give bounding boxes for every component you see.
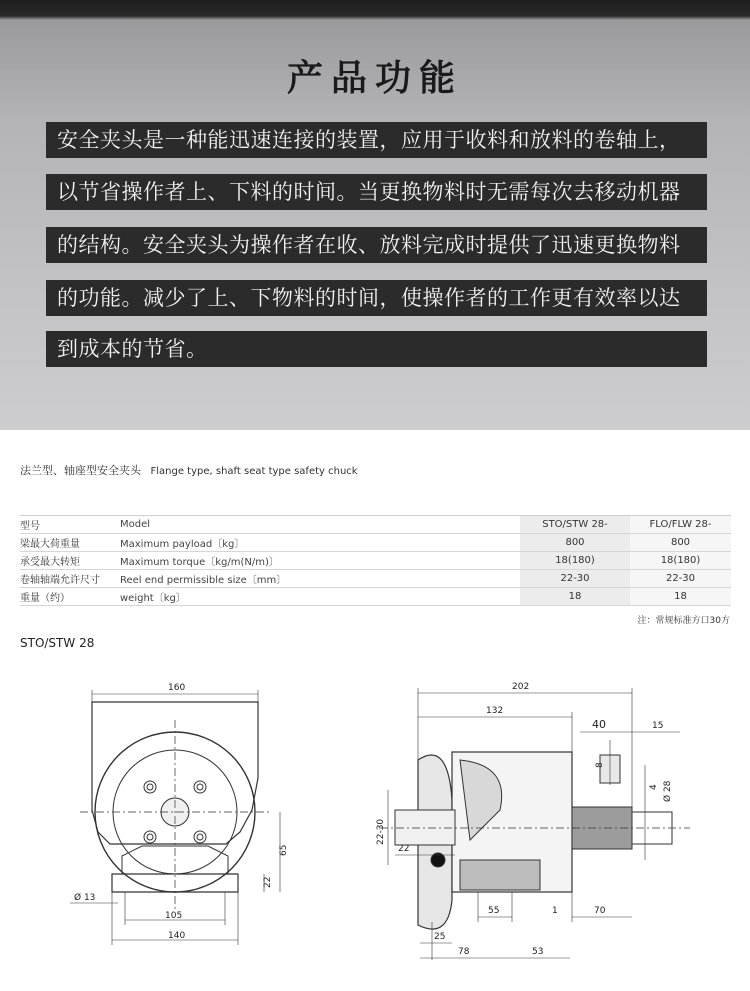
banner-text-line: 的功能。减少了上、下物料的时间，使操作者的工作更有效率以达 <box>46 280 707 316</box>
spec-table <box>20 515 731 606</box>
table-row <box>20 588 731 606</box>
row-label-en: Maximum payload〔kg〕 <box>120 534 520 552</box>
dim-total-length: 202 <box>512 682 530 692</box>
dim-55: 55 <box>488 906 500 916</box>
cell-flo: 18(180) <box>630 552 731 570</box>
dim-hole-spacing: 105 <box>165 911 183 921</box>
table-row <box>20 570 731 588</box>
feature-banner <box>0 0 750 430</box>
banner-text-line: 到成本的节省。 <box>46 331 707 367</box>
row-label-en: Model <box>120 516 520 534</box>
banner-text-line: 的结构。安全夹头为操作者在收、放料完成时提供了迅速更换物料 <box>46 227 707 263</box>
row-label-en: Reel end permissible size〔mm〕 <box>120 570 520 588</box>
dim-78: 78 <box>458 947 470 957</box>
technical-drawing <box>0 660 750 991</box>
row-label-cn: 承受最大转矩 <box>20 552 120 570</box>
cell-sto: 18 <box>520 588 630 606</box>
row-label-cn: 梁最大荷重量 <box>20 534 120 552</box>
dim-end-15: 15 <box>652 721 664 731</box>
model-label: STO/STW 28 <box>20 636 95 650</box>
dim-53: 53 <box>532 947 544 957</box>
spec-heading <box>20 462 358 478</box>
row-label-en: Maximum torque〔kg/m(N/m)〕 <box>120 552 520 570</box>
row-label-cn: 卷轴轴端允许尺寸 <box>20 570 120 588</box>
row-label-en: weight〔kg〕 <box>120 588 520 606</box>
cell-flo: 22-30 <box>630 570 731 588</box>
dim-keyway: 8 <box>595 762 605 768</box>
banner-text-line: 安全夹头是一种能迅速连接的装置，应用于收料和放料的卷轴上， <box>46 122 707 158</box>
cell-flo: 800 <box>630 534 731 552</box>
dim-22: 22 <box>398 844 410 854</box>
dim-body-length: 132 <box>486 706 504 716</box>
dim-reel-range: 22-30 <box>376 818 386 845</box>
spec-heading-cn: 法兰型、轴座型安全夹头 <box>20 464 141 477</box>
cell-flo: FLO/FLW 28- <box>630 516 731 534</box>
dim-base-width: 140 <box>168 931 186 941</box>
row-label-cn: 重量（约） <box>20 588 120 606</box>
cell-sto: STO/STW 28- <box>520 516 630 534</box>
dim-hole-dia: Ø 13 <box>74 893 96 903</box>
table-row <box>20 516 731 534</box>
dim-square: 40 <box>592 718 606 731</box>
cell-sto: 800 <box>520 534 630 552</box>
dim-25: 25 <box>434 932 446 942</box>
cell-sto: 18(180) <box>520 552 630 570</box>
front-view <box>70 690 280 945</box>
banner-text-line: 以节省操作者上、下料的时间。当更换物料时无需每次去移动机器 <box>46 174 707 210</box>
cell-sto: 22-30 <box>520 570 630 588</box>
row-label-cn: 型号 <box>20 516 120 534</box>
section-view <box>380 688 690 960</box>
dim-1: 1 <box>552 906 558 916</box>
table-row <box>20 552 731 570</box>
spec-heading-en: Flange type, shaft seat type safety chuck <box>150 466 358 477</box>
table-row <box>20 534 731 552</box>
dim-height-22: 22 <box>263 876 273 888</box>
dim-front-width: 160 <box>168 683 186 693</box>
spec-note: 注：常规标准方口30方 <box>637 616 730 626</box>
dim-height-65: 65 <box>279 844 289 856</box>
cell-flo: 18 <box>630 588 731 606</box>
dim-70: 70 <box>594 906 606 916</box>
banner-title: 产品功能 <box>286 58 463 99</box>
dim-shaft-dia: Ø 28 <box>663 780 673 802</box>
dim-small-4: 4 <box>649 784 659 790</box>
